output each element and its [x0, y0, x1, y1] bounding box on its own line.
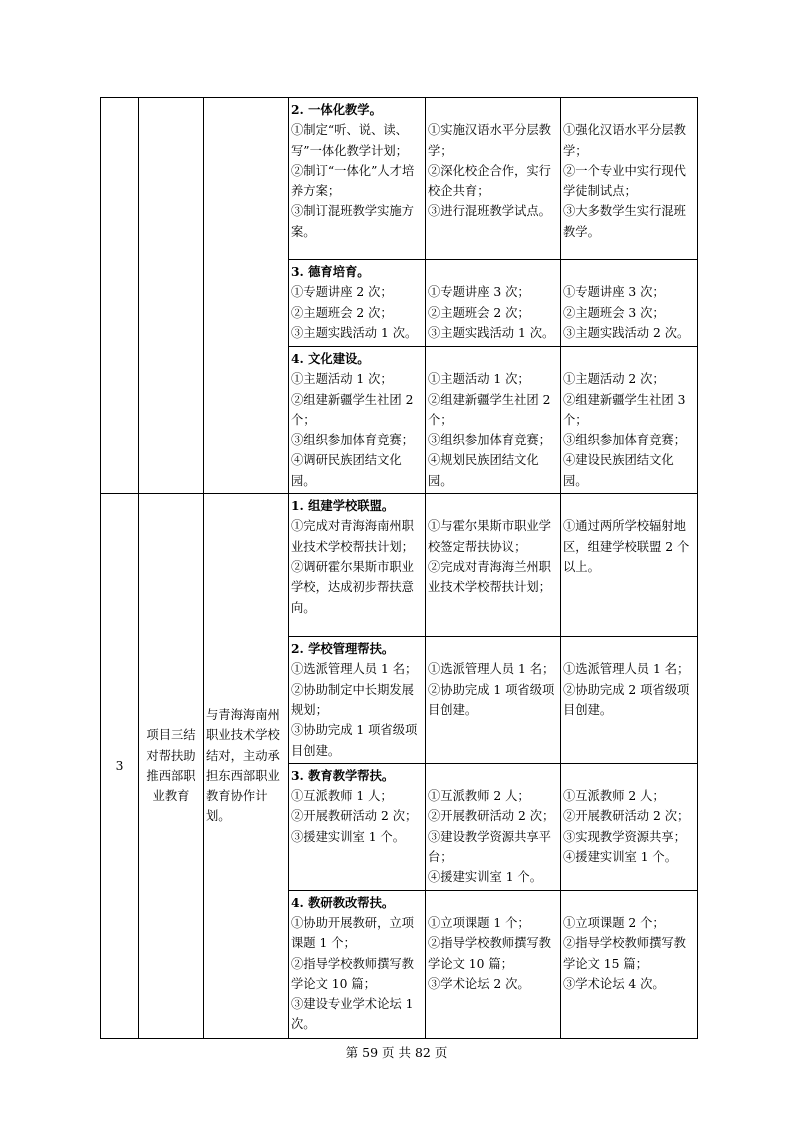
item-text: ④援建实训室 1 个。	[563, 850, 678, 865]
table-row	[101, 98, 698, 260]
stage-one-cell	[426, 347, 561, 494]
stage-one-cell	[426, 98, 561, 260]
spacer-line	[563, 766, 695, 786]
item-text: ①主题活动 2 次；	[563, 372, 665, 387]
task-cell	[289, 347, 426, 494]
stage-one-cell	[426, 494, 561, 637]
task-heading: 1. 组建学校联盟。	[291, 498, 395, 514]
item-text: ③建设教学资源共享平台；	[428, 829, 551, 865]
stage-two-cell	[561, 890, 698, 1038]
task-heading: 3. 教育教学帮扶。	[291, 767, 395, 783]
item-text: ②制订“一体化”人才培养方案；	[291, 163, 415, 199]
item-text: ①立项课题 1 个；	[428, 915, 530, 930]
task-cell	[289, 890, 426, 1038]
item-text: ②组建新疆学生社团 3 个；	[563, 392, 686, 427]
spacer-line	[428, 262, 558, 282]
item-text: ②一个专业中实行现代学徒制试点；	[563, 163, 686, 199]
item-text: ③制订混班教学实施方案。	[291, 204, 414, 239]
item-text: ②完成对青海海兰州职业技术学校帮扶计划；	[428, 559, 551, 595]
item-text: ④援建实训室 1 个。	[428, 870, 543, 885]
spacer-line	[563, 639, 695, 659]
item-text: ①选派管理人员 1 名；	[291, 662, 418, 677]
stage-two-cell	[561, 98, 698, 260]
item-text: ①专题讲座 3 次；	[563, 285, 665, 300]
item-text: ③援建实训室 1 个。	[291, 829, 406, 844]
item-text: ②开展教研活动 2 次；	[291, 809, 418, 824]
target-cell: 与青海海南州职业技术学校结对，主动承担东西部职业教育协作计划。	[204, 494, 289, 1039]
spacer-line	[428, 766, 558, 786]
plan-table	[100, 97, 698, 1039]
item-text: ③组织参加体育竞赛；	[291, 433, 414, 448]
table-row	[101, 494, 698, 637]
item-text: ①与霍尔果斯市职业学校签定帮扶协议；	[428, 519, 551, 554]
item-text: ①制定“听、说、读、写”一体化教学计划；	[291, 123, 408, 158]
task-cell	[289, 260, 426, 347]
task-heading: 4. 教研教改帮扶。	[291, 894, 395, 910]
spacer-line	[428, 349, 558, 369]
item-text: ①选派管理人员 1 名；	[563, 662, 690, 677]
stage-one-cell	[426, 260, 561, 347]
item-text: ②主题班会 3 次；	[563, 305, 665, 320]
stage-one-cell	[426, 637, 561, 764]
item-text: ④规划民族团结文化园。	[428, 453, 539, 488]
item-text: ②主题班会 2 次；	[428, 305, 530, 320]
task-heading: 2. 一体化教学。	[291, 102, 382, 117]
item-text: ②组建新疆学生社团 2 个；	[428, 392, 551, 427]
item-text: ②协助完成 2 项省级项目创建。	[563, 682, 690, 717]
project-cell	[139, 98, 204, 494]
stage-two-cell	[561, 637, 698, 764]
task-heading: 2. 学校管理帮扶。	[291, 641, 395, 657]
item-text: ①互派教师 2 人；	[563, 789, 665, 804]
item-text: ②协助完成 1 项省级项目创建。	[428, 682, 555, 717]
target-cell	[204, 98, 289, 494]
stage-two-cell	[561, 347, 698, 494]
item-text: ②指导学校教师撰写教学论文 10 篇；	[428, 936, 551, 971]
stage-one-cell	[426, 763, 561, 890]
item-text: ③实现教学资源共享；	[563, 829, 686, 844]
stage-one-cell	[426, 890, 561, 1038]
item-text: ③组织参加体育竞赛；	[563, 433, 686, 448]
item-text: ①强化汉语水平分层教学；	[563, 123, 686, 158]
item-text: ③组织参加体育竞赛；	[428, 433, 551, 448]
item-text: ②指导学校教师撰写教学论文 15 篇；	[563, 936, 686, 971]
item-text: ①专题讲座 2 次；	[291, 285, 393, 300]
item-text: ④建设民族团结文化园。	[563, 453, 674, 488]
task-heading: 3. 德育培育。	[291, 264, 370, 279]
number-cell	[101, 98, 139, 494]
item-text: ②主题班会 2 次；	[291, 305, 393, 320]
item-text: ③协助完成 1 项省级项目创建。	[291, 723, 418, 758]
spacer-line	[563, 349, 695, 369]
item-text: ①主题活动 1 次；	[428, 372, 530, 387]
item-text: ①选派管理人员 1 名；	[428, 662, 555, 677]
item-text: ①专题讲座 3 次；	[428, 285, 530, 300]
task-cell	[289, 637, 426, 764]
item-text: ③主题实践活动 1 次。	[428, 325, 555, 340]
item-text: ②调研霍尔果斯市职业学校，达成初步帮扶意向。	[291, 559, 414, 615]
stage-two-cell	[561, 763, 698, 890]
spacer-line	[428, 639, 558, 659]
task-cell	[289, 763, 426, 890]
spacer-line	[428, 893, 558, 913]
page-footer: 第 59 页 共 82 页	[345, 1045, 448, 1060]
item-text: ①协助开展教研，立项课题 1 个；	[291, 915, 414, 951]
item-text: ①完成对青海海南州职业技术学校帮扶计划；	[291, 519, 414, 554]
task-cell	[289, 98, 426, 260]
number-cell: 3	[101, 494, 139, 1039]
spacer-line	[563, 100, 695, 120]
item-text: ③主题实践活动 2 次。	[563, 325, 690, 340]
item-text: ③建设专业学术论坛 1 次。	[291, 997, 414, 1032]
stage-two-cell	[561, 260, 698, 347]
item-text: ①立项课题 2 个；	[563, 915, 665, 930]
spacer-line	[563, 262, 695, 282]
item-text: ②开展教研活动 2 次；	[428, 809, 555, 824]
item-text: ③主题实践活动 1 次。	[291, 325, 418, 340]
item-text: ④调研民族团结文化园。	[291, 453, 402, 488]
item-text: ②开展教研活动 2 次；	[563, 809, 690, 824]
item-text: ②深化校企合作，实行校企共育；	[428, 163, 551, 199]
item-text: ③学术论坛 2 次。	[428, 976, 530, 991]
item-text: ②协助制定中长期发展规划；	[291, 682, 414, 717]
spacer-line	[428, 100, 558, 120]
spacer-line	[563, 496, 695, 516]
task-heading: 4. 文化建设。	[291, 351, 370, 366]
item-text: ②组建新疆学生社团 2 个；	[291, 392, 414, 427]
item-text: ③学术论坛 4 次。	[563, 976, 665, 991]
item-text: ②指导学校教师撰写教学论文 10 篇；	[291, 956, 414, 991]
item-text: ①互派教师 1 人；	[291, 789, 393, 804]
item-text: ①实施汉语水平分层教学；	[428, 123, 551, 158]
item-text: ③进行混班教学试点。	[428, 204, 551, 219]
item-text: ③大多数学生实行混班教学。	[563, 204, 686, 239]
spacer-line	[428, 496, 558, 516]
task-cell	[289, 494, 426, 637]
spacer-line	[563, 893, 695, 913]
stage-two-cell	[561, 494, 698, 637]
project-cell: 项目三结对帮扶助推西部职业教育	[139, 494, 204, 1039]
item-text: ①通过两所学校辐射地区，组建学校联盟 2 个以上。	[563, 519, 690, 574]
item-text: ①主题活动 1 次；	[291, 372, 393, 387]
item-text: ①互派教师 2 人；	[428, 789, 530, 804]
